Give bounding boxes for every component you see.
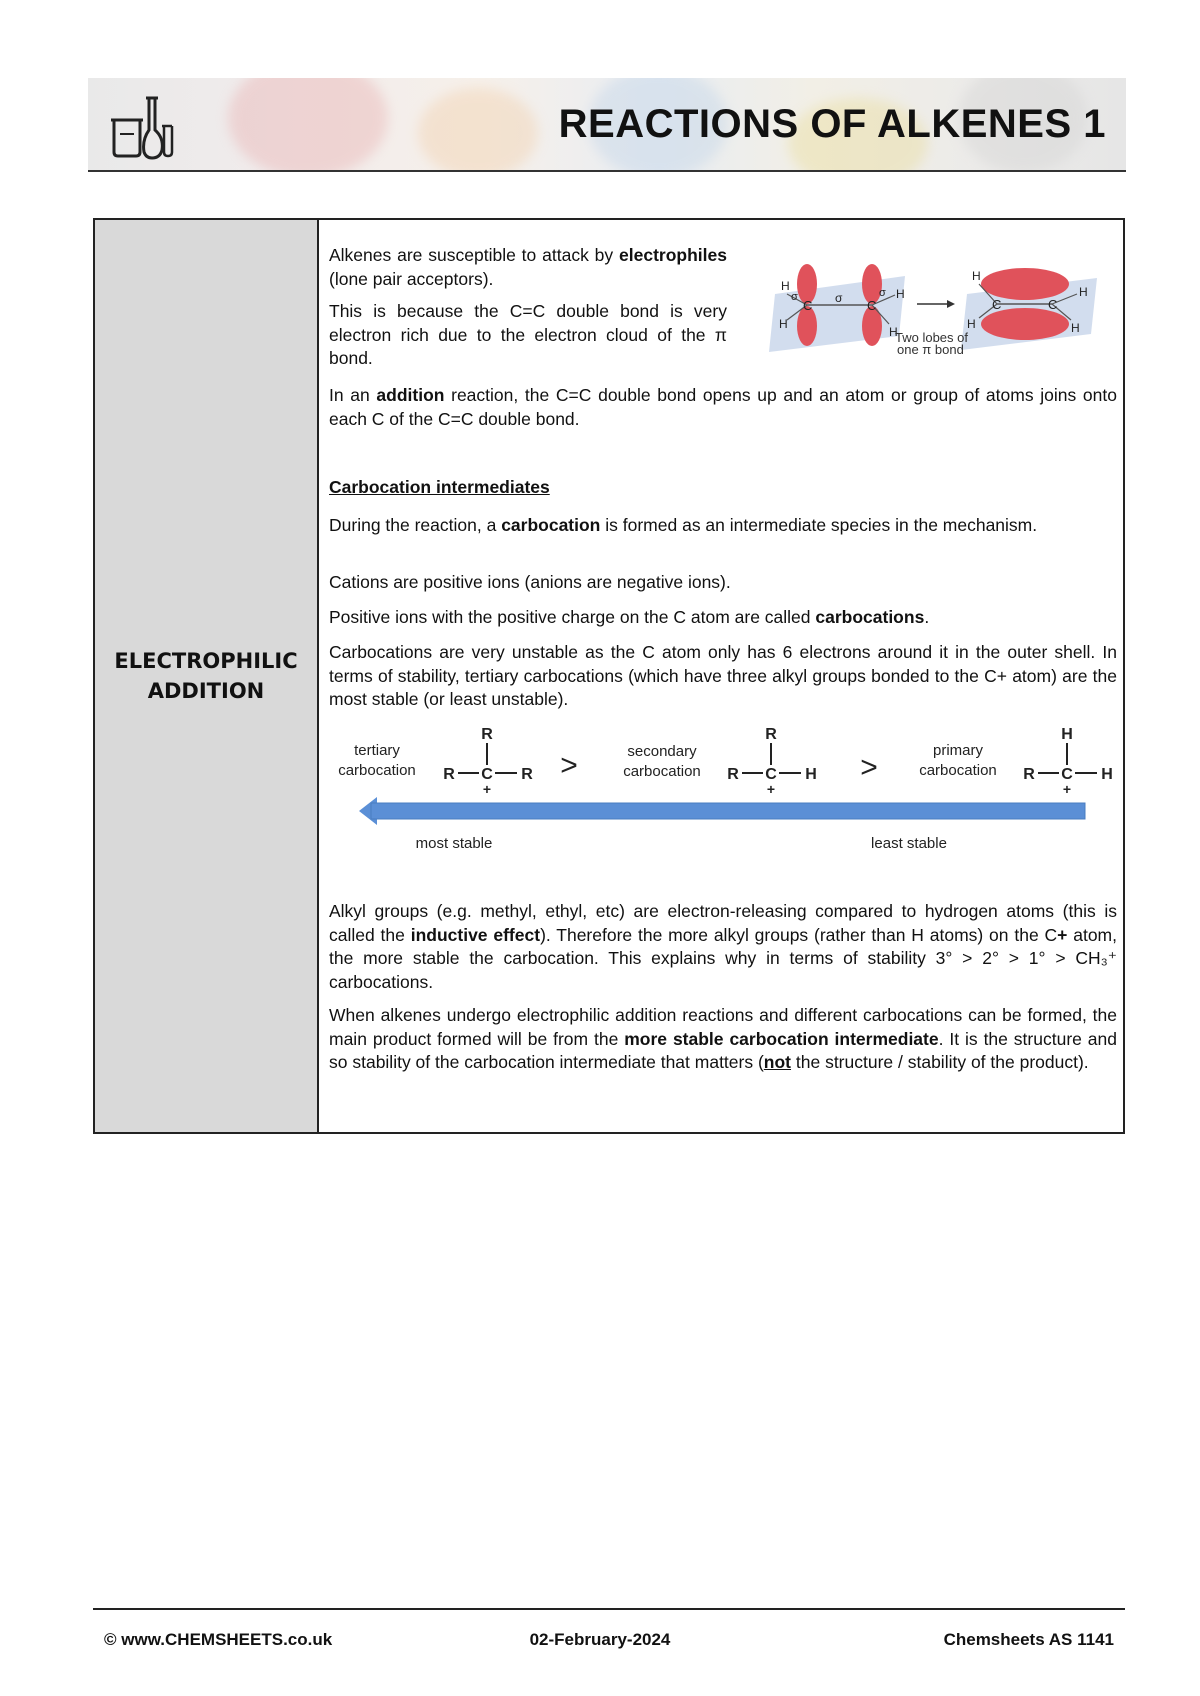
section-label: ELECTROPHILIC ADDITION [114,649,298,703]
paragraph-unstable: Carbocations are very unstable as the C atom only has 6 electrons around it in the outer shell. In terms of stability, tertiary carbocations (which have three alkyl groups bonded to the C+ atom) are the most stable (or least unstable). [329,642,1117,709]
svg-text:carbocation: carbocation [338,762,416,779]
svg-text:H: H [889,325,898,339]
svg-text:C: C [1048,297,1058,312]
svg-text:tertiary: tertiary [354,742,400,759]
svg-text:σ: σ [879,287,886,299]
svg-text:H: H [781,279,790,293]
svg-text:H: H [896,287,905,301]
svg-text:R: R [443,766,455,783]
svg-text:Two lobes of: Two lobes of [895,330,968,345]
svg-text:+: + [766,781,776,797]
paragraph-inductive-effect: Alkyl groups (e.g. methyl, ethyl, etc) are electron-releasing compared to hydrogen atoms (this is called the inductive effect). Therefore the more alkyl groups (rather than H atoms) on the C+ atom, the more stable the carbocation. This explains why in terms of stability 3° > 2° > 1° > CH₃⁺ carbocations. [329,901,1117,992]
footer-sheet-id: Chemsheets AS 1141 [943,1630,1114,1649]
content-cell [319,220,1123,1132]
svg-text:C: C [992,297,1002,312]
footer-divider [93,1608,1125,1610]
svg-text:one π bond: one π bond [897,342,964,354]
svg-text:R: R [481,726,493,743]
section-label-cell [95,220,319,1132]
paragraph-addition: In an addition reaction, the C=C double bond opens up and an atom or group of atoms joins onto each C of the C=C double bond. [329,385,1117,429]
svg-text:>: > [560,749,578,782]
svg-text:C: C [803,298,813,313]
paragraph-main-product: When alkenes undergo electrophilic addition reactions and different carbocations can be formed, the main product formed will be from the more stable carbocation intermediate. It is the structure and so stability of the carbocation intermediate that matters (not the structure / stability of the product). [329,1005,1117,1072]
svg-text:carbocation: carbocation [919,762,997,779]
footer-website: © www.CHEMSHEETS.co.uk [104,1630,333,1649]
svg-text:C: C [765,766,777,783]
svg-text:R: R [521,766,533,783]
paragraph-cations: Cations are positive ions (anions are negative ions). [329,572,731,592]
svg-text:>: > [860,751,878,784]
paragraph-electrophiles: Alkenes are susceptible to attack by electrophiles (lone pair acceptors). [329,245,727,289]
stability-arrow [359,797,1085,825]
svg-text:H: H [779,317,788,331]
content-table [93,218,1125,1134]
svg-text:R: R [765,726,777,743]
svg-text:R: R [727,766,739,783]
paragraph-positive-ions: Positive ions with the positive charge on the C atom are called carbocations. [329,607,930,627]
svg-text:H: H [1101,766,1113,783]
svg-text:H: H [805,766,817,783]
svg-text:σ: σ [791,291,798,303]
svg-text:H: H [1079,285,1088,299]
svg-text:C: C [481,766,493,783]
svg-text:+: + [1062,781,1072,797]
header-banner [88,78,1126,172]
paragraph-carbocation-formed: During the reaction, a carbocation is formed as an intermediate species in the mechanism. [329,515,1038,535]
footer-date: 02-February-2024 [529,1630,671,1649]
svg-text:H: H [972,269,981,283]
svg-text:H: H [967,317,976,331]
svg-text:carbocation: carbocation [623,763,701,780]
svg-text:R: R [1023,766,1035,783]
carbocation-stability-scale [319,725,1127,855]
svg-text:most stable: most stable [415,835,493,852]
svg-text:C: C [867,298,877,313]
lab-glassware-icon [106,90,176,160]
svg-text:C: C [1061,766,1073,783]
svg-text:least stable: least stable [871,835,947,852]
section-heading-carbocation: Carbocation intermediates [329,477,550,497]
svg-text:primary: primary [932,742,984,759]
svg-text:+: + [482,781,492,797]
paragraph-electron-rich: This is because the C=C double bond is very electron rich due to the electron cloud of the π bond. [329,301,727,368]
page-title: REACTIONS OF ALKENES 1 [558,102,1106,146]
svg-text:σ: σ [835,291,843,305]
svg-text:secondary: secondary [627,743,697,760]
svg-text:H: H [1061,726,1073,743]
pi-bond-orbital-diagram [767,254,1107,354]
svg-text:H: H [1071,321,1080,335]
